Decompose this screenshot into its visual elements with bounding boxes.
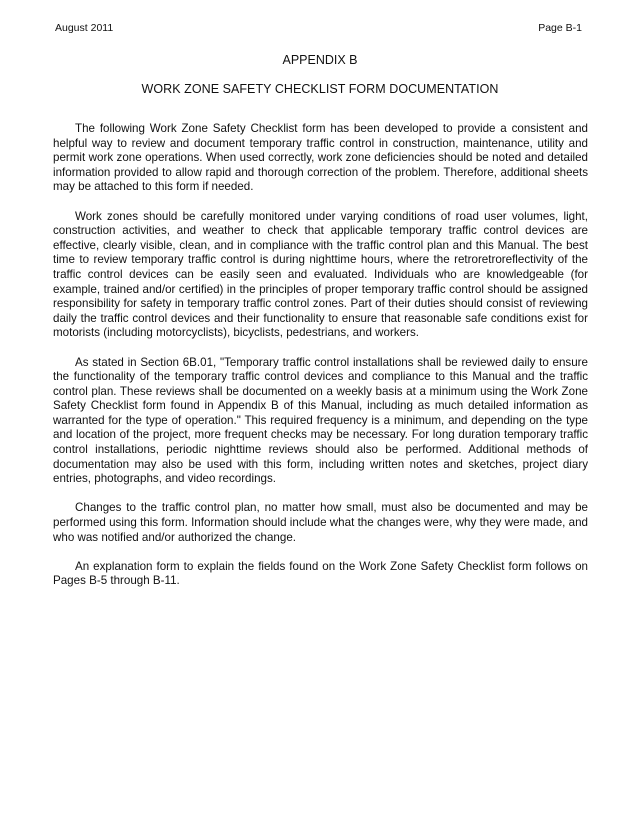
document-body [53, 122, 588, 604]
paragraph-intro: The following Work Zone Safety Checklist form has been developed to provide a consistent and helpful way to review and document temporary traffic control in construction, maintenance, utility and permit work zone operations. When used correctly, work zone deficiencies should be noted and detailed information provided to allow rapid and thorough correction of the problem. Therefore, additional sheets may be attached to this form if needed. [53, 122, 588, 194]
header-page-number: Page B-1 [538, 22, 582, 34]
paragraph-monitoring: Work zones should be carefully monitored under varying conditions of road user volumes, light, construction activities, and weather to check that applicable temporary traffic control devices are effective, clearly visible, clean, and in compliance with the traffic control plan and this Manual. The best time to review temporary traffic control is during nighttime hours, where the retroretroreflectivity of the traffic control devices can be easily seen and evaluated. Individuals who are knowledgeable (for example, trained and/or certified) in the principles of proper temporary traffic control should be assigned responsibility for safety in temporary traffic control zones. Part of their duties should consist of reviewing daily the traffic control devices and their functionality to ensure that reasonable safe conditions exist for motorists (including motorcyclists), bicyclists, pedestrians, and workers. [53, 209, 588, 340]
paragraph-section-6b01: As stated in Section 6B.01, "Temporary traffic control installations shall be reviewed daily to ensure the functionality of the temporary traffic control devices and compliance to this Manual and the traffic control plan. These reviews shall be documented on a weekly basis at a minimum using the Work Zone Safety Checklist form found in Appendix B of this Manual, including as much detailed information as warranted for the type of operation." This required frequency is a minimum, and depending on the type and location of the project, more frequent checks may be necessary. For long duration temporary traffic control installations, periodic nighttime reviews should also be performed. Additional methods of documentation may also be used with this form, including written notes and sketches, project diary entries, photographs, and video recordings. [53, 355, 588, 486]
paragraph-changes: Changes to the traffic control plan, no matter how small, must also be documented and may be performed using this form. Information should include what the changes were, why they were made, and who was notified and/or authorized the change. [53, 501, 588, 544]
appendix-subtitle: WORK ZONE SAFETY CHECKLIST FORM DOCUMENTATION [141, 82, 499, 96]
appendix-title: APPENDIX B [282, 53, 358, 67]
paragraph-explanation: An explanation form to explain the fields found on the Work Zone Safety Checklist form follows on Pages B-5 through B-11. [53, 559, 588, 588]
header-date: August 2011 [55, 22, 114, 34]
